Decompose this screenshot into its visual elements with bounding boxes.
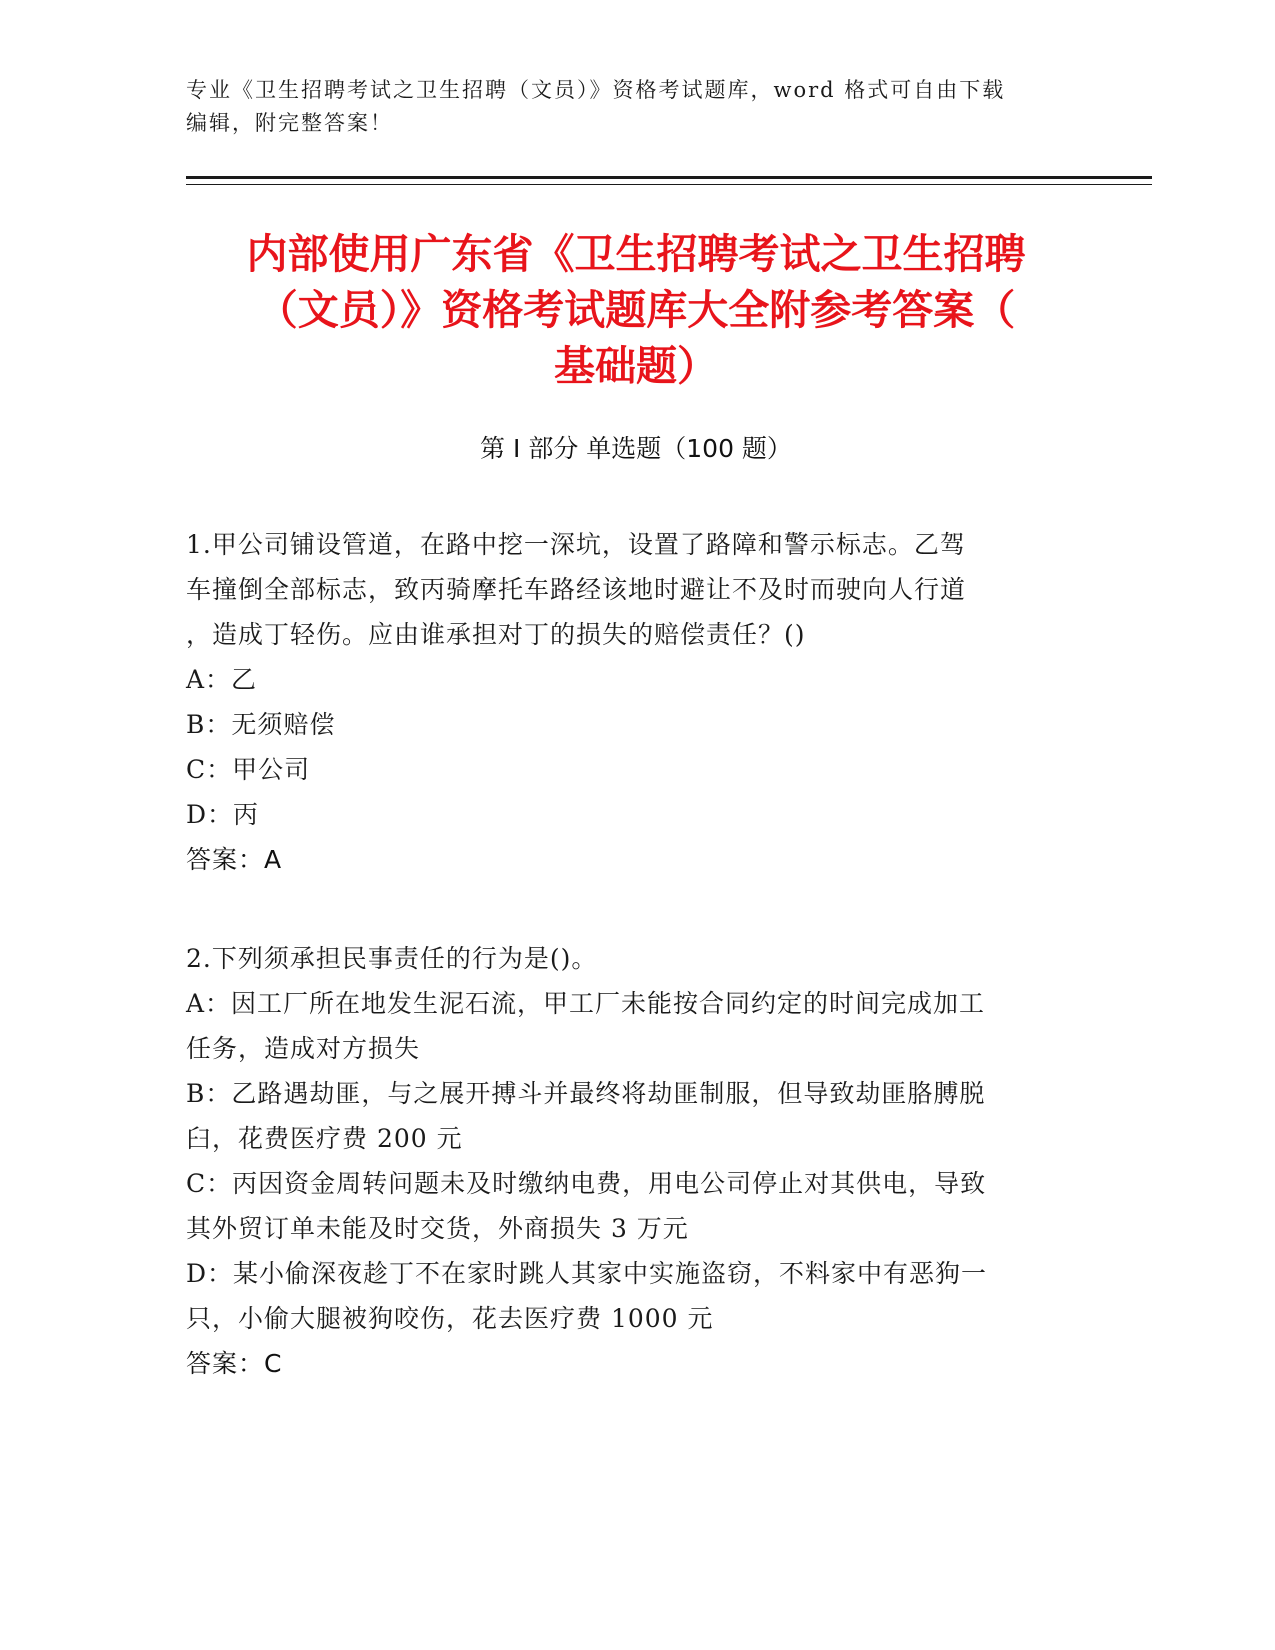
title-line-2: （文员）》资格考试题库大全附参考答案（ <box>256 286 1016 334</box>
option-a-line: A：因工厂所在地发生泥石流，甲工厂未能按合同约定的时间完成加工 <box>186 989 986 1018</box>
answer: 答案：C <box>186 1349 283 1378</box>
title-line-3: 基础题） <box>554 342 718 390</box>
header-divider-thin <box>186 184 1152 185</box>
title-line-1: 内部使用广东省《卫生招聘考试之卫生招聘 <box>246 230 1026 278</box>
header-note <box>186 74 1086 140</box>
option-b-line: B：乙路遇劫匪，与之展开搏斗并最终将劫匪制服，但导致劫匪胳膊脱 <box>186 1079 986 1108</box>
option-b: B：无须赔偿 <box>186 710 336 739</box>
option-a-line: 任务，造成对方损失 <box>186 1034 421 1063</box>
option-b-line: 臼，花费医疗费 200 元 <box>186 1124 463 1153</box>
question-2 <box>186 936 1066 1386</box>
header-note-line-2: 编辑，附完整答案！ <box>186 111 393 135</box>
document-title <box>186 226 1086 394</box>
question-stem-line: ，造成丁轻伤。应由谁承担对丁的损失的赔偿责任？() <box>186 620 806 649</box>
question-stem-line: 1.甲公司铺设管道，在路中挖一深坑，设置了路障和警示标志。乙驾 <box>186 530 966 559</box>
option-d-line: 只，小偷大腿被狗咬伤，花去医疗费 1000 元 <box>186 1304 714 1333</box>
option-c-line: 其外贸订单未能及时交货，外商损失 3 万元 <box>186 1214 689 1243</box>
answer: 答案：A <box>186 845 283 874</box>
option-c: C：甲公司 <box>186 755 311 784</box>
option-c-line: C：丙因资金周转问题未及时缴纳电费，用电公司停止对其供电，导致 <box>186 1169 987 1198</box>
option-a: A：乙 <box>186 665 258 694</box>
option-d: D：丙 <box>186 800 260 829</box>
option-d-line: D：某小偷深夜趁丁不在家时跳人其家中实施盗窃，不料家中有恶狗一 <box>186 1259 988 1288</box>
question-1 <box>186 522 1066 882</box>
question-stem-line: 2.下列须承担民事责任的行为是()。 <box>186 944 598 973</box>
header-divider-thick <box>186 176 1152 179</box>
header-note-line-1: 专业《卫生招聘考试之卫生招聘（文员）》资格考试题库，word 格式可自由下载 <box>186 78 1006 102</box>
section-heading: 第 I 部分 单选题（100 题） <box>480 434 792 463</box>
question-stem-line: 车撞倒全部标志，致丙骑摩托车路经该地时避让不及时而驶向人行道 <box>186 575 967 604</box>
